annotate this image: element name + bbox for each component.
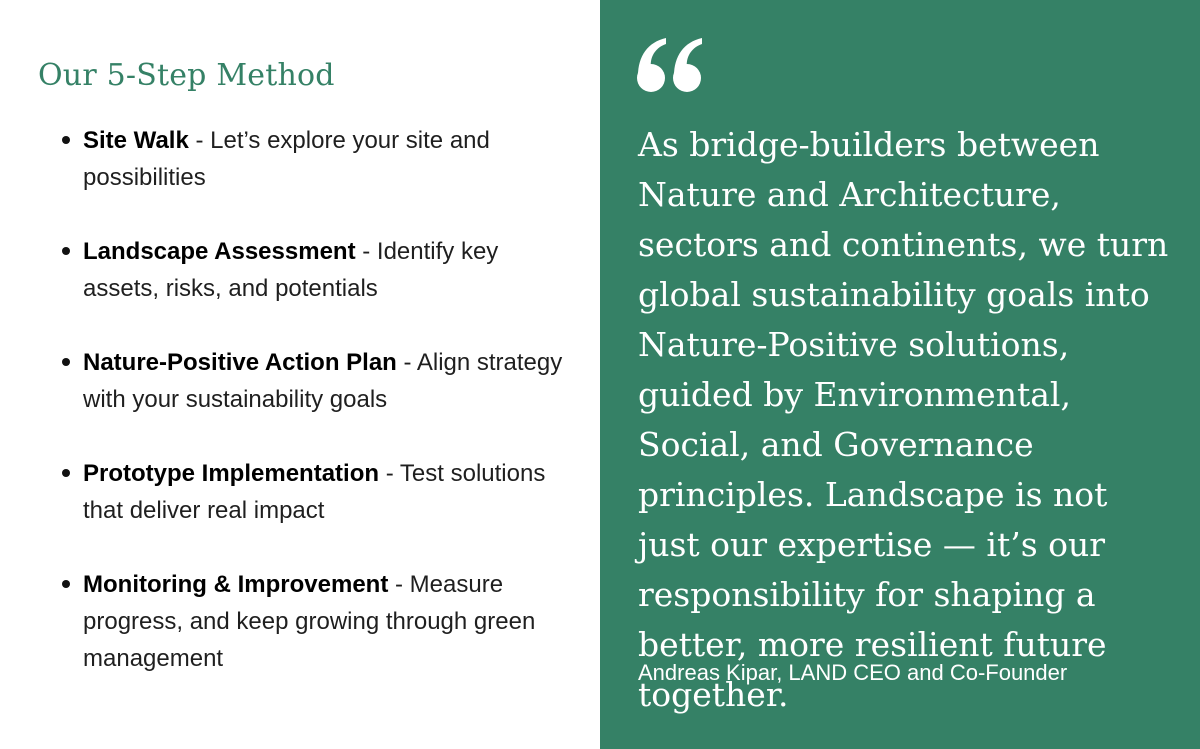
- step-description: - Measure progress, and keep growing through green management: [83, 571, 536, 672]
- step-name: Monitoring & Improvement: [83, 571, 389, 598]
- bullet-icon: [62, 247, 70, 255]
- step-description: - Align strategy with your sustainability goals: [83, 349, 563, 413]
- method-step-list: [60, 122, 580, 714]
- method-step: [60, 566, 580, 677]
- step-description: - Let’s explore your site and possibilities: [83, 127, 490, 191]
- method-step: [60, 455, 580, 529]
- step-name: Nature-Positive Action Plan: [83, 349, 397, 376]
- step-description: - Test solutions that deliver real impact: [83, 460, 546, 524]
- method-step: [60, 344, 580, 418]
- bullet-icon: [62, 580, 70, 588]
- quote-text: As bridge-builders between Nature and Architecture, sectors and continents, we turn global sustainability goals into Nature-Positive solutions, guided by Environmental, Social, and Governance principles. Landscape is not just our expertise — it’s our responsibility for shaping a better, more resilient future together.: [638, 125, 1169, 714]
- bullet-icon: [62, 136, 70, 144]
- step-name: Landscape Assessment: [83, 238, 356, 265]
- method-title: Our 5-Step Method: [38, 58, 335, 93]
- step-description: - Identify key assets, risks, and potentials: [83, 238, 499, 302]
- method-step: [60, 233, 580, 307]
- quote-mark-icon: [636, 30, 706, 94]
- bullet-icon: [62, 358, 70, 366]
- bullet-icon: [62, 469, 70, 477]
- quote-author: Andreas Kipar, LAND CEO and Co-Founder: [638, 660, 1068, 685]
- method-step: [60, 122, 580, 196]
- step-name: Prototype Implementation: [83, 460, 380, 487]
- step-name: Site Walk: [83, 127, 189, 154]
